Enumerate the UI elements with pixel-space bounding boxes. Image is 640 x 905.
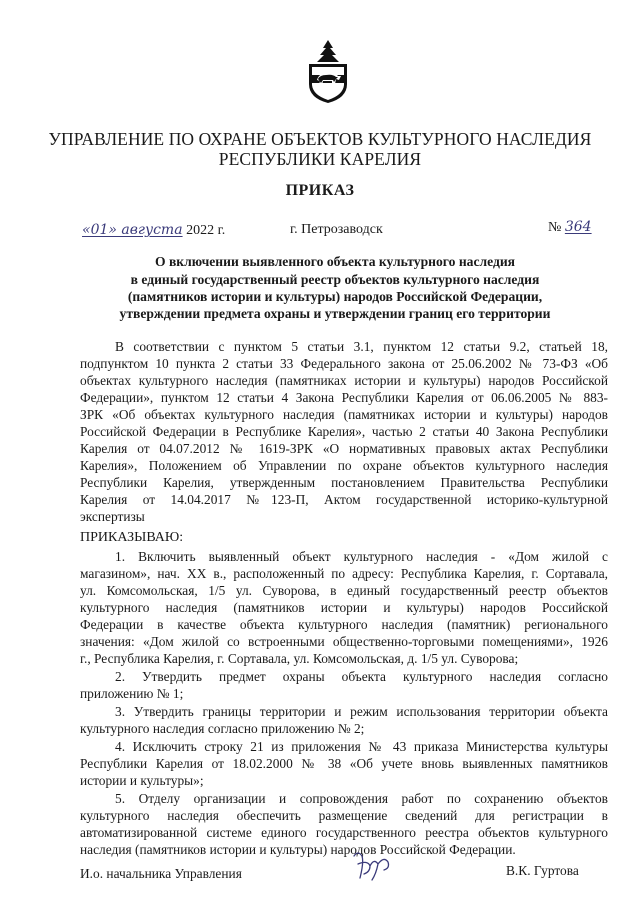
preamble-line: Карелия от 14.04.2017 №123-П, Актом государственной историко-культурной bbox=[80, 492, 608, 507]
preamble-line: В соответствии с пунктом 5 статьи 3.1, пунктом 12 статьи 9.2, статьей 18, bbox=[115, 339, 608, 354]
order-title: ПРИКАЗ bbox=[285, 182, 355, 199]
item5-line: автоматизированной системе единого государственного реестра объектов культурного bbox=[80, 825, 608, 840]
item5-line: 5. Отделу организации и сопровождения работ по сохранению объектов bbox=[115, 791, 608, 806]
preamble-line: Карелия от 04.07.2012 № 1619-ЗРК «О нормативных правовых актах Республики bbox=[80, 441, 608, 456]
signatory-title: И.о. начальника Управления bbox=[80, 866, 242, 881]
preamble-line: объектах культурного наследия (памятниках истории и культуры) народов Российской bbox=[80, 373, 608, 388]
item3-line: 3. Утвердить границы территории и режим использования территории объекта bbox=[115, 704, 608, 719]
handwritten-signature-icon bbox=[348, 848, 394, 882]
item3-line: культурного наследия согласно приложению № 2; bbox=[80, 721, 365, 736]
item4-line: истории и культуры»; bbox=[80, 773, 204, 788]
heading-line: утверждении предмета охраны и утверждении границ его территории bbox=[119, 306, 551, 321]
item1-line: магазином», нач. XX в., расположенный по адресу: Республика Карелия, г. Сортавала, bbox=[80, 566, 608, 581]
order-word: ПРИКАЗЫВАЮ: bbox=[80, 530, 184, 545]
item2-line: 2. Утвердить предмет охраны объекта культурного наследия согласно bbox=[115, 669, 608, 684]
preamble-line: Федерации», пунктом 12 статьи 4 Закона Республики Карелия от 06.06.2005 № 883- bbox=[80, 390, 608, 405]
item5-line: наследия (памятников истории и культуры) народов Российской Федерации. bbox=[80, 842, 516, 857]
agency-name-line2: РЕСПУБЛИКИ КАРЕЛИЯ bbox=[218, 149, 422, 169]
preamble-line: ЗРК «Об объектах культурного наследия (памятниках истории и культуры) народов bbox=[80, 407, 608, 422]
item2-line: приложению № 1; bbox=[80, 686, 184, 701]
item1-line: ул. Комсомольская, 1/5 ул. Суворова, в единый государственный реестр объектов bbox=[80, 583, 608, 598]
number-handwritten: 364 bbox=[564, 219, 592, 235]
item1-line: культурного наследия (памятников истории и культуры) народов Российской bbox=[80, 600, 608, 615]
item1-line: 1. Включить выявленный объект культурного наследия - «Дом жилой с bbox=[115, 549, 608, 564]
date-year: 2022 г. bbox=[186, 223, 226, 238]
preamble-line: подпунктом 10 пункта 2 статьи 33 Федерального закона от 25.06.2002 № 73-ФЗ «Об bbox=[80, 356, 608, 371]
item1-line: Федерации в качестве объекта культурного наследия (памятник) регионального bbox=[80, 617, 608, 632]
heading-line: О включении выявленного объекта культурного наследия bbox=[154, 254, 516, 269]
item1-line: значения: «Дом жилой со встроенными общественно-торговыми помещениями», 1926 bbox=[80, 634, 608, 649]
karelia-coat-of-arms-icon bbox=[305, 40, 351, 104]
heading-line: (памятников истории и культуры) народов Российской Федерации, bbox=[127, 289, 543, 304]
preamble-line: Карелия», Положением об Управлении по охране объектов культурного наследия bbox=[80, 458, 608, 473]
signatory-name: В.К. Гуртова bbox=[506, 863, 579, 878]
agency-name-line1: УПРАВЛЕНИЕ ПО ОХРАНЕ ОБЪЕКТОВ КУЛЬТУРНОГО НАСЛЕДИЯ bbox=[48, 129, 592, 149]
order-number bbox=[548, 219, 592, 236]
order-date bbox=[82, 222, 225, 239]
item5-line: культурного наследия обеспечить размещение сведений для регистрации в bbox=[80, 808, 608, 823]
item1-line: г., Республика Карелия, г. Сортавала, ул. Комсомольская, д. 1/5 ул. Суворова; bbox=[80, 651, 519, 666]
item4-line: Республики Карелия от 18.02.2000 № 38 «Об учете вновь выявленных памятников bbox=[80, 756, 608, 771]
number-prefix: № bbox=[548, 220, 562, 235]
city: г. Петрозаводск bbox=[290, 222, 383, 237]
date-handwritten: «01» августа bbox=[82, 222, 183, 238]
preamble-line: экспертизы bbox=[80, 509, 145, 524]
preamble-line: Российской Федерации в Республике Карелия», частью 2 статьи 40 Закона Республики bbox=[80, 424, 608, 439]
heading-line: в единый государственный реестр объектов культурного наследия bbox=[130, 272, 540, 287]
preamble-line: Республики Карелия, утвержденным постановлением Правительства Республики bbox=[80, 475, 608, 490]
item4-line: 4. Исключить строку 21 из приложения № 43 приказа Министерства культуры bbox=[115, 739, 608, 754]
